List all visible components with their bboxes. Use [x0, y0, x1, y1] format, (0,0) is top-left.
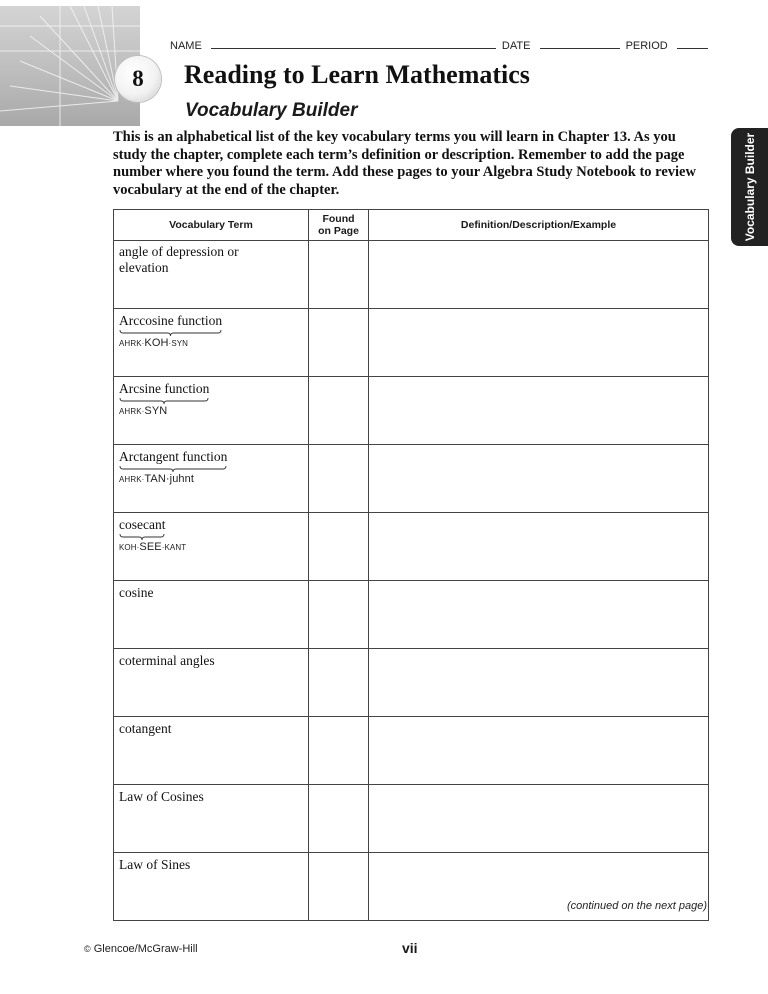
column-header-term: Vocabulary Term	[114, 210, 309, 241]
pronunciation-syllable: KOH	[144, 337, 169, 349]
pronunciation-brace	[119, 398, 209, 405]
vocabulary-term-cell	[114, 309, 309, 377]
table-row	[114, 785, 709, 853]
side-tab-label: Vocabulary Builder	[742, 132, 757, 242]
definition-cell[interactable]	[369, 581, 709, 649]
vocabulary-term: Law of Cosines	[119, 789, 204, 804]
column-header-page-label: Found on Page	[318, 213, 359, 237]
pronunciation	[119, 405, 209, 417]
pronunciation-syllable: AHRK	[119, 339, 142, 348]
vocabulary-term-cell	[114, 649, 309, 717]
pronunciation-syllable: ·	[141, 339, 145, 348]
curly-brace-icon	[119, 534, 165, 541]
definition-cell[interactable]	[369, 377, 709, 445]
term-block	[119, 652, 215, 670]
pronunciation-syllable: AHRK	[119, 407, 142, 416]
student-info-line	[170, 39, 708, 52]
pronunciation-syllable: ·	[141, 407, 145, 416]
term-block	[119, 584, 154, 602]
pronunciation	[119, 473, 227, 485]
pronunciation-syllable: ·	[161, 543, 165, 552]
publisher-name: Glencoe/McGraw-Hill	[93, 943, 198, 955]
pronunciation-brace	[119, 534, 186, 541]
pronunciation-syllable: AHRK	[119, 475, 142, 484]
found-on-page-cell[interactable]	[309, 377, 369, 445]
side-tab	[731, 128, 768, 246]
vocabulary-table-body	[114, 241, 709, 921]
pronunciation-syllable: ·	[168, 339, 172, 348]
table-header-row	[114, 210, 709, 241]
page-title: Reading to Learn Mathematics	[184, 60, 530, 89]
found-on-page-cell[interactable]	[309, 581, 369, 649]
term-block	[119, 788, 204, 806]
continued-note: (continued on the next page)	[566, 900, 707, 912]
term-block	[119, 516, 186, 553]
curly-brace-icon	[119, 330, 222, 337]
found-on-page-cell[interactable]	[309, 785, 369, 853]
term-block	[119, 380, 209, 417]
pronunciation-syllable: TAN	[144, 473, 166, 485]
table-row	[114, 513, 709, 581]
copyright-symbol: ©	[84, 944, 91, 954]
definition-cell[interactable]	[369, 241, 709, 309]
vocabulary-term-cell	[114, 513, 309, 581]
pronunciation-syllable: SYN	[144, 405, 168, 417]
pronunciation-syllable: ·juhnt	[165, 473, 195, 485]
name-blank[interactable]	[211, 39, 496, 49]
page-number: vii	[402, 940, 418, 956]
vocabulary-term-cell	[114, 785, 309, 853]
date-label: DATE	[501, 40, 531, 52]
vocabulary-term-cell	[114, 853, 309, 921]
definition-cell[interactable]	[369, 649, 709, 717]
vocabulary-term: cotangent	[119, 721, 172, 736]
vocabulary-term-cell	[114, 241, 309, 309]
pronunciation	[119, 541, 186, 553]
definition-cell[interactable]	[369, 785, 709, 853]
column-header-definition: Definition/Description/Example	[369, 210, 709, 241]
term-block	[119, 244, 254, 277]
definition-cell[interactable]	[369, 717, 709, 785]
curly-brace-icon	[119, 466, 227, 473]
pronunciation-syllable: KANT	[164, 543, 187, 552]
vocabulary-term: Arctangent function	[119, 449, 228, 464]
vocabulary-term: Law of Sines	[119, 857, 191, 872]
table-row	[114, 717, 709, 785]
table-row	[114, 309, 709, 377]
pronunciation-brace	[119, 330, 222, 337]
table-row	[114, 445, 709, 513]
name-label: NAME	[170, 40, 202, 52]
period-label: PERIOD	[625, 40, 668, 52]
pronunciation-syllable: ·	[136, 543, 140, 552]
term-block	[119, 448, 227, 485]
vocabulary-term: coterminal angles	[119, 653, 215, 668]
table-row	[114, 377, 709, 445]
pronunciation-syllable: SEE	[139, 541, 162, 553]
found-on-page-cell[interactable]	[309, 445, 369, 513]
date-blank[interactable]	[540, 39, 620, 49]
found-on-page-cell[interactable]	[309, 717, 369, 785]
chapter-number-badge: 8	[115, 56, 161, 102]
table-row	[114, 649, 709, 717]
definition-cell[interactable]	[369, 513, 709, 581]
vocabulary-table	[113, 209, 709, 921]
vocabulary-term: cosine	[119, 585, 154, 600]
column-header-page	[309, 210, 369, 241]
definition-cell[interactable]	[369, 445, 709, 513]
found-on-page-cell[interactable]	[309, 241, 369, 309]
vocabulary-term: angle of depression or elevation	[119, 244, 239, 275]
table-row	[114, 581, 709, 649]
vocabulary-term: Arccosine function	[119, 313, 223, 328]
pronunciation	[119, 337, 222, 349]
intro-paragraph: This is an alphabetical list of the key vocabulary terms you will learn in Chapter 13. As you study the chapter, complete each term’s definition or description. Remember to add the page number where you found the term. Add these pages to your Algebra Study Notebook to review vocabulary at the end of the chapter.	[113, 129, 696, 198]
pronunciation-syllable: SYN	[171, 339, 189, 348]
term-block	[119, 856, 190, 874]
curly-brace-icon	[119, 398, 209, 405]
page-subtitle: Vocabulary Builder	[185, 100, 358, 121]
vocabulary-term: cosecant	[119, 517, 166, 532]
vocabulary-term-cell	[114, 445, 309, 513]
vocabulary-term-cell	[114, 581, 309, 649]
found-on-page-cell[interactable]	[309, 309, 369, 377]
vocabulary-term: Arcsine function	[119, 381, 210, 396]
found-on-page-cell[interactable]	[309, 649, 369, 717]
vocabulary-term-cell	[114, 377, 309, 445]
definition-cell[interactable]	[369, 309, 709, 377]
pronunciation-brace	[119, 466, 227, 473]
term-block	[119, 312, 222, 349]
vocabulary-term-cell	[114, 717, 309, 785]
pronunciation-syllable: ·	[141, 475, 145, 484]
footer-credit	[84, 943, 198, 955]
pronunciation-syllable: KOH	[119, 543, 137, 552]
found-on-page-cell[interactable]	[309, 513, 369, 581]
term-block	[119, 720, 171, 738]
table-row	[114, 241, 709, 309]
period-blank[interactable]	[677, 39, 708, 49]
found-on-page-cell[interactable]	[309, 853, 369, 921]
